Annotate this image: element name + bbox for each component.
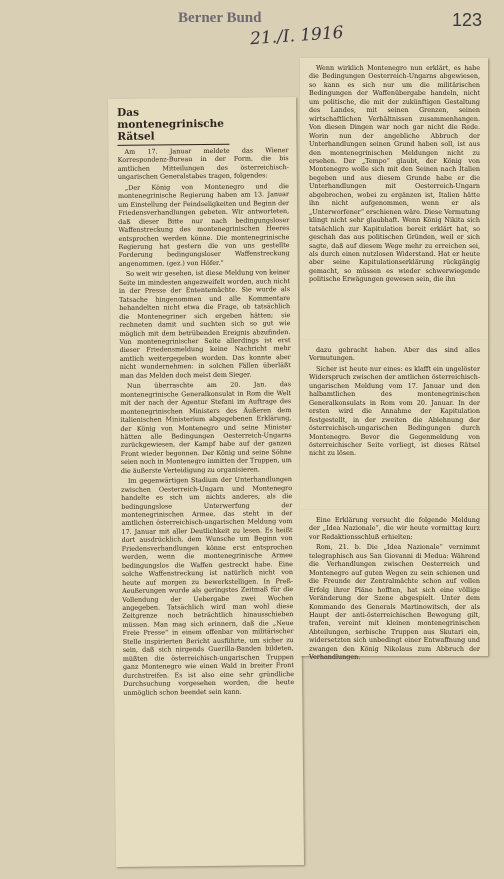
article-paragraph: „Der König von Montenegro und die montenegrinische Regierung haben am 13. Januar um Einstellung der Feindseligkeiten und Beginn der Friedensverhandlungen gebeten. Wir antworteten, daß dieser Bitte nur nach bedingungsloser Waffenstreckung des montenegrinischen Heeres entsprochen werden könne. Die montenegrinische Regierung hat gestern die von uns gestellte Forderung bedingungsloser Waffenstreckung angenommen. (gez.) von Höfer.“: [117, 181, 290, 268]
article-paragraph: Nun überraschte am 20. Jan. das montenegrinische Generalkonsulat in Rom die Welt mit der nach der Agentur Stefani im Auftrage des montenegrinischen Ministers des Äußeren dem italienischen Ministerium abgegebenen Erklärung, der König von Montenegro und seine Minister hätten alle Bedingungen Oesterreich-Ungarns zurückgewiesen, der Kampf habe auf der ganzen Front wieder begonnen. Der König und seine Söhne seien noch in Montenegro inmitten der Truppen, um die äußerste Verteidigung zu organisieren.: [120, 380, 292, 475]
newspaper-stamp: Berner Bund: [178, 10, 262, 26]
article-paragraph: Am 17. Januar meldete das Wiener Korrespondenz-Bureau in der Form, die bis amtlichen Mitteilungen des österreichisch-ungarischen Generalstabes tragen, folgendes:: [117, 146, 289, 182]
handwritten-date: 21./I. 1916: [249, 22, 345, 50]
clipping-left-column: [108, 97, 304, 867]
article-paragraph: Eine Erklärung versucht die folgende Meldung der „Idea Nazionale“, die wir heute vormittag kurz vor Redaktionsschluß erhielten:: [309, 516, 480, 541]
clipping-right-top: [300, 58, 488, 340]
article-paragraph: So weit wir gesehen, ist diese Meldung von keiner Seite im mindesten angezweifelt worden, auch nicht in der Presse der Ententemächte. Sie wurde als Tatsache hingenommen und alle Kommentare behandelten nicht etwa die Frage, ob tatsächlich die Montenegriner sich ergeben hätten; sie rechneten damit und suchten sich so gut wie möglich mit dem betrübenden Ereignis abzufinden. Von montenegrinischer Seite allerdings ist erst dieser Friedensmeldung keine Nachricht mehr amtlich weitergegeben worden. Das konnte aber nicht wundernehmen: in solchen Fällen überläßt man das Melden doch meist dem Sieger.: [118, 268, 291, 380]
article-paragraph: Im gegenwärtigen Stadium der Unterhandlungen zwischen Oesterreich-Ungarn und Montenegro handelte es sich um nichts anderes, als die bedingungslose Unterwerfung der montenegrinischen Armee, das steht in der amtlichen österreichisch-ungarischen Meldung vom 17. Januar mit aller Deutlichkeit zu lesen. Es heißt dort ausdrücklich, dem Wunsche um Beginn von Friedensverhandlungen könne erst entsprochen werden, wenn die montenegrinische Armee bedingungslos die Waffen gestreckt habe. Eine solche Waffenstreckung ist natürlich nicht von heute auf morgen zu bewerkstelligen. In Preß-Aeußerungen wurde als geringstes Zeitmaß für die Vollendung der Uebergabe zwei Wochen angegeben. Tatsächlich wird man wohl diese Zeitgrenze noch beträchtlich hinausschieben müssen. Man mag sich erinnern, daß die „Neue Freie Presse“ in einem offenbar von militärischer Stelle inspirierten Bericht ausführte, um sicher zu sein, daß sich nirgends Guerilla-Banden bildeten, müßten die österreichisch-ungarischen Truppen ganz Montenegro wie einen Wald in breiter Front durchstreifen. Es ist also eine sehr gründliche Durchsuchung vorgesehen worden, die heute unmöglich schon beendet sein kann.: [121, 475, 295, 697]
article-paragraph: dazu gebracht haben. Aber das sind alles Vermutungen.: [309, 346, 480, 363]
article-title: Das montenegrinische Rätsel: [117, 106, 229, 146]
clipping-right-middle: [300, 340, 488, 510]
article-paragraph: Wenn wirklich Montenegro nun erklärt, es habe die Bedingungen Oesterreich-Ungarns abgewiesen, so kann es sich nur um die militärischen Bedingungen der Waffenübergabe handeln, nicht um politische, die mit der zukünftigen Gestaltung des Landes, mit seinen Grenzen, seinen wirtschaftlichen Verhältnissen zusammenhangen. Von diesen Dingen war noch gar nicht die Rede. Worin nun der angebliche Abbruch der Unterhandlungen seinen Grund haben soll, ist aus den montenegrinischen Meldungen nicht zu ersehen. Der „Tempo“ glaubt, der König von Montenegro wolle sich mit den Seinen nach Italien begeben und aus diesem Grunde habe er die Unterhandlungen mit Oesterreich-Ungarn abgebrochen, wobei zu ergänzen ist, Italien hätte ihn nicht aufgenommen, wenn er als „Unterworfener“ erschienen wäre. Diese Vermutung klingt nicht sehr glaubhaft. Wenn König Nikita sich tatsächlich zur Kapitulation bereit erklärt hat, so geschah das aus politischen Gründen, weil er sich sagte, daß auf diesem Wege mehr zu erreichen sei, als durch einen nutzlosen Widerstand. Hat er heute aber seine Kapitulationserklärung rückgängig gemacht, so müssen es wieder schwerwiegende politische Erwägungen gewesen sein, die ihn: [309, 64, 480, 284]
article-paragraph: Rom, 21. b. Die „Idea Nazionale“ vernimmt telegraphisch aus San Giovanni di Medua: Während die Verhandlungen zwischen Oesterreich und Montenegro auf guten Wegen zu sein schienen und die Freunde der Zentralmächte schon auf vollen Erfolg ihrer Pläne hofften, hat sich eine völlige Veränderung der Szene abgespielt. Unter dem Kommando des Generals Martinowitsch, der als Haupt der anti-österreichischen Bewegung gilt, trafen, vereint mit kleinen montenegrinischen Abteilungen, serbische Truppen aus Skutari ein, widersetzten sich unbedingt einer Entwaffnung und zwangen den König Nikolaus zum Abbruch der Verhandlungen.: [309, 543, 480, 662]
clipping-right-bottom: [300, 510, 488, 662]
article-paragraph: Sicher ist heute nur eines: es klafft ein ungelöster Widerspruch zwischen der amtlichen österreichisch-ungarischen Meldung vom 17. Januar und den halbamtlichen des montenegrinischen Generalkonsulats in Rom vom 20. Januar. In der ersten wird die Annahme der Kapitulation festgestellt, in der zweiten die Ablehnung der österreichisch-ungarischen Bedingungen durch Montenegro. Bevor die Gegenmeldung von österreichischer Seite vorliegt, ist dieses Rätsel nicht zu lösen.: [309, 364, 480, 458]
page-number: 123: [452, 10, 483, 30]
